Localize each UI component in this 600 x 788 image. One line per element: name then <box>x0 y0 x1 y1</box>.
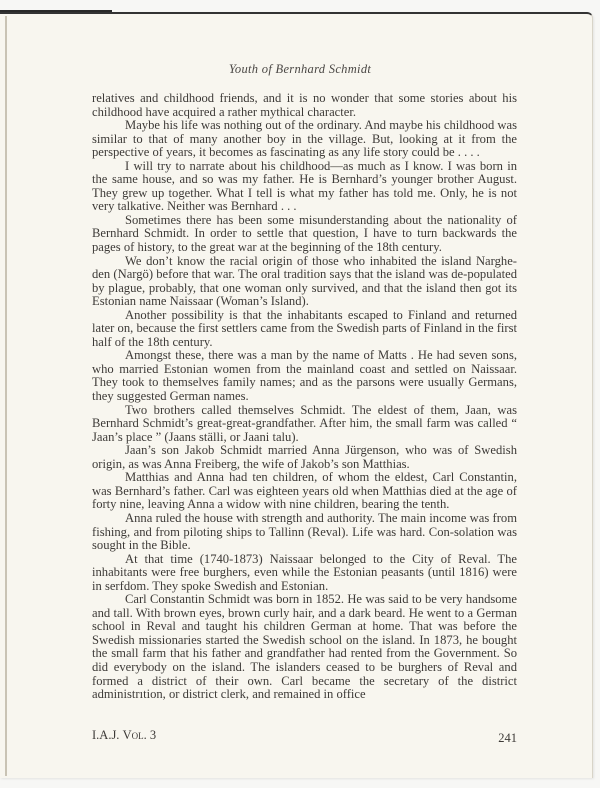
paragraph: Jaan’s son Jakob Schmidt married Anna Jürgenson, who was of Swedish origin, as was Anna Freiberg, the wife of Jakob’s son Matthias. <box>92 443 517 471</box>
journal-abbrev: I.A.J. <box>92 728 120 742</box>
paragraph: Another possibility is that the inhabitants escaped to Finland and returned later on, because the first settlers came from the Swedish parts of Finland in the first half of the 18th century. <box>92 307 517 349</box>
paragraph: Two brothers called themselves Schmidt. The eldest of them, Jaan, was Bernhard Schmidt’s great-great-grandfather. After him, the small farm was called “ Jaan’s place ” (Jaans ställi, or Jaani talu). <box>92 402 517 444</box>
running-head: Youth of Bernhard Schmidt <box>228 62 372 76</box>
body-text <box>92 92 517 702</box>
volume-number: 3 <box>149 728 157 742</box>
paragraph: Matthias and Anna had ten children, of whom the eldest, Carl Constantin, was Bernhard’s father. Carl was eighteen years old when Matthias died at the age of forty nine, leaving Anna a widow with nine children, bearing the tenth. <box>92 470 517 512</box>
page-binding-edge <box>5 16 7 776</box>
paragraph: At that time (1740-1873) Naissaar belonged to the City of Reval. The inhabitants were free burghers, even while the Estonian peasants (until 1816) were in serfdom. They spoke Swedish and Estonian. <box>92 551 517 593</box>
paragraph: Amongst these, there was a man by the name of Matts . He had seven sons, who married Estonian women from the mainland coast and settled on Naissaar. They took to themselves family names; and as the parsons were usually Germans, they suggested German names. <box>92 348 517 404</box>
footer-journal-volume <box>92 728 156 743</box>
paragraph: I will try to narrate about his childhood—as much as I know. I was born in the same house, and so was my father. He is Bernhard’s younger brother August. They grew up together. What I tell is what my father has told me. Only, he is not very talkative. Neither was Bernhard . . . <box>92 158 517 214</box>
paragraph: Anna ruled the house with strength and authority. The main income was from fishing, and from piloting ships to Tallinn (Reval). Life was hard. Con-solation was sought in the Bible. <box>92 510 517 553</box>
paragraph: Sometimes there has been some misunderstanding about the nationality of Bernhard Schmidt. In order to settle that question, I have to turn backwards the pages of history, to the great war at the beginning of the 18th century. <box>92 212 517 255</box>
volume-label: Vol. <box>122 728 147 742</box>
paragraph: Maybe his life was nothing out of the ordinary. And maybe his childhood was similar to that of many another boy in the village. But, looking at it from the perspective of years, it becomes as fascinating as any life story could be . . . . <box>92 118 517 160</box>
page-number: 241 <box>498 731 517 745</box>
paragraph: relatives and childhood friends, and it is no wonder that some stories about his childhood have acquired a rather mythical character. <box>92 91 517 119</box>
paragraph: Carl Constantin Schmidt was born in 1852. He was said to be very handsome and tall. With brown eyes, brown curly hair, and a dark beard. He went to a German school in Reval and taught his children German at home. That was before the Swedish missionaries started the Swedish school on the island. In 1873, he bought the small farm that his father and grandfather had rented from the Government. So did everybody on the island. The islanders ceased to be burghers of Reval and formed a district of their own. Carl became the secretary of the district administrıtion, or district clerk, and remained in office <box>92 592 517 702</box>
paragraph: We don’t know the racial origin of those who inhabited the island Narghe-den (Nargö) before that war. The oral tradition says that the island was de-populated by plague, probably, that one woman only survived, and that the island then got its Estonian name Naissaar (Woman’s Island). <box>92 253 517 309</box>
